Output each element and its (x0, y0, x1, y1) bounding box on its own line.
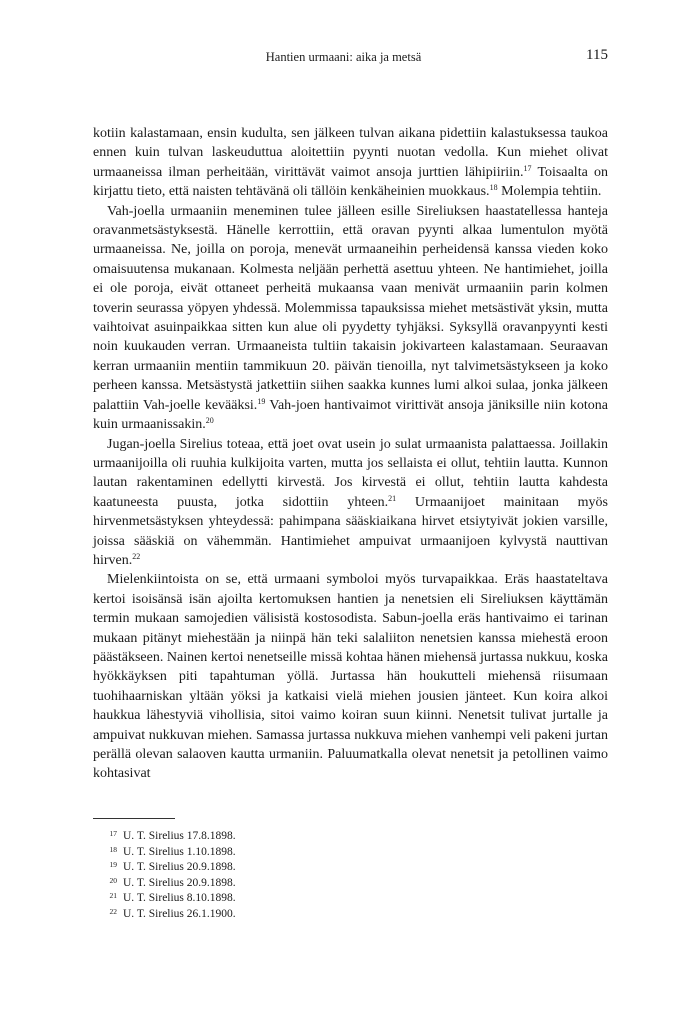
footnote-number: 17 (109, 829, 117, 838)
footnote-text: U. T. Sirelius 20.9.1898. (123, 876, 236, 889)
footnote-number: 20 (109, 875, 117, 885)
paragraph (93, 124, 608, 202)
running-title: Hantien urmaani: aika ja metsä (265, 50, 422, 64)
footnote-number: 22 (109, 906, 117, 916)
paragraph (93, 202, 608, 435)
text-run: Toisaalta on kirjattu tieto, että naisten tehtävänä oli tällöin kenkäheinien muokkaus. (93, 164, 608, 200)
text-run: Molempia tehtiin. (497, 184, 602, 200)
footnote-marker: 21 (388, 493, 397, 503)
footnote-number: 19 (109, 860, 117, 870)
footnote-number: 21 (109, 891, 117, 901)
footnote-text: U. T. Sirelius 17.8.1898. (123, 830, 236, 842)
text-run: Jugan-joella Sirelius toteaa, että joet ovat usein jo sulat urmaanista palattaessa. Joillakin urmaanijoilla oli ruuhia kulkijoita varten, mutta jos sellaista ei ollut, tehtiin lautta. Kunnon lautan rakentaminen edellytti kirvestä. Jos kirvestä ei ollut, tehtiin lautta kahdesta kaatuneesta puusta, jotka sidottiin yhteen. (93, 436, 608, 510)
footnote (93, 860, 608, 876)
footnote-marker: 22 (132, 551, 141, 561)
paragraph (93, 435, 608, 571)
text-run: Mielenkiintoista on se, että urmaani symboloi myös turvapaikkaa. Eräs haastateltava kertoi isoisänsä isän ajoilta kertomuksen hantien ja nenetsien eli Sireliuksen käyttämän termin mukaan samojedien välisistä kostosodista. Sabun-joella eräs hantivaimo ei tarinan mukaan pitänyt miehestään ja niinpä hän teki salaliiton nenetsien kanssa miehestä eroon päästäkseen. Nainen kertoi nenetseille missä kohtaa hänen miehensä jurtassa nukkuu, koska hyökkäyksen piti tapahtuman yöllä. Jurtassa hän houkutteli miehensä riisumaan tuohihaarniskan yltään yöksi ja katkaisi vielä miehen jousien jänteet. Kun koira alkoi haukkua lähestyviä vihollisia, sitoi vaimo koiran suun kiinni. Nenetsit tulivat jurtalle ja ampuivat nukkuvan miehen. Samassa jurtassa nukkuva miehen vanhempi veli pakeni jurtan perällä olevan salaoven kautta urmaniin. Paluumatkalla olevat nenetsit ja petollinen vaimo kohtasivat (93, 572, 608, 782)
footnote-marker: 18 (489, 183, 498, 193)
paragraph (93, 570, 608, 783)
text-run: Urmaanijoet mainitaan myös hirvenmetsästyksen yhteydessä: pahimpana sääskiaikana hirvet etsiytyivät jokien varsille, joissa sääskiä on vähemmän. Hantimiehet ampuivat urmaanijoen kylvystä nauttivan hirven. (93, 494, 608, 568)
footnote (93, 891, 608, 907)
footnotes-list (93, 829, 608, 923)
footnote-marker: 19 (257, 396, 266, 406)
footnote-text: U. T. Sirelius 8.10.1898. (123, 892, 236, 905)
text-run: kotiin kalastamaan, ensin kudulta, sen jälkeen tulvan aikana pidettiin kalastuksessa taukoa ennen kuin tulvan laskeuduttua aloitettiin pyynti nuotan vedolla. Kun miehet olivat urmaaneissa ilman perheitään, virittävät vaimot ansoja jurttien lähipiiriin. (93, 126, 608, 180)
footnote-text: U. T. Sirelius 1.10.1898. (123, 845, 236, 858)
page-number: 115 (586, 47, 608, 63)
footnote-marker: 20 (205, 416, 214, 426)
text-run: Vah-joella urmaaniin meneminen tulee jälleen esille Sireliuksen haastatellessa hanteja oravanmetsästyksestä. Hänelle kerrottiin, että oravan pyynti alkaa lumentulon myötä urmaaneissa. Ne, joilla on poroja, menevät urmaaneihin perheidensä kanssa vieden koko omaisuutensa mukanaan. Kolmesta neljään perhettä asettuu yhteen. Ne hantimiehet, joilla ei ole poroja, eivät ottaneet perheitä mukaansa vaan menivät urmaaniin parin kolmen toverin seurassa yöpyen yhdessä. Molemmissa tapauksissa miehet metsästivät yksin, mutta vaihtoivat asuinpaikkaa sitten kun alue oli pyydetty tyhjäksi. Syksyllä oravanpyynti kesti noin kuukauden verran. Urmaaneista tultiin takaisin jokivarteen kalastamaan. Seuraavan kerran urmaaniin mentiin tammikuun 20. päivän tienoilla, nyt talvimetsästykseen ja koko perheen kanssa. Metsästystä jatkettiin siihen saakka kunnes lumi alkoi sulaa, jonka jälkeen palattiin Vah-joelle kevääksi. (93, 203, 608, 413)
footnote-divider (93, 818, 175, 819)
footnote-text: U. T. Sirelius 20.9.1898. (123, 861, 236, 874)
footnote (93, 907, 608, 923)
footnote (93, 876, 608, 892)
main-text (93, 124, 608, 784)
footnote-marker: 17 (523, 163, 532, 173)
footnote-number: 18 (109, 844, 117, 854)
footnote (93, 845, 608, 861)
footnote-text: U. T. Sirelius 26.1.1900. (123, 907, 236, 920)
text-run: Vah-joen hantivaimot virittivät ansoja jäniksille niin kotona kuin urmaanissakin. (93, 397, 608, 433)
footnote (93, 829, 608, 845)
